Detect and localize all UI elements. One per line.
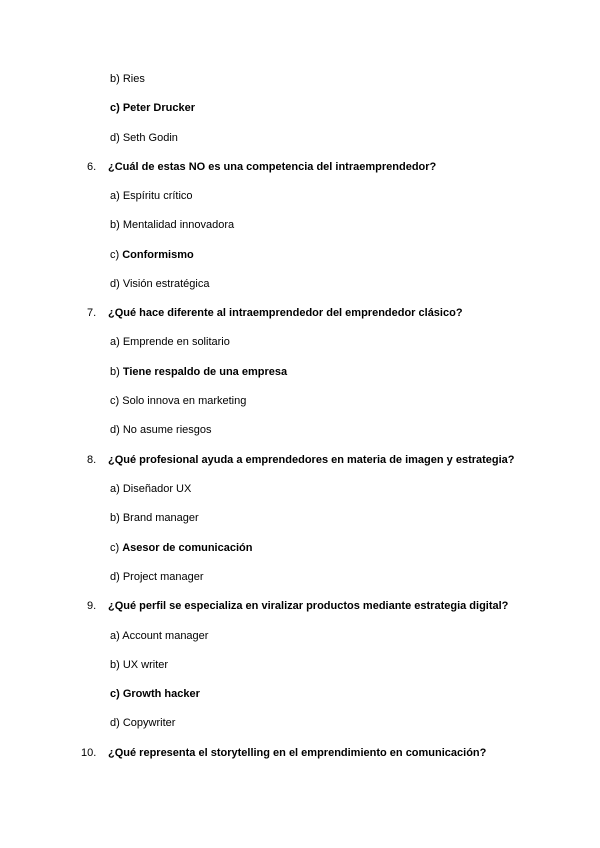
option-letter: c) — [110, 688, 120, 700]
question-text: ¿Qué profesional ayuda a emprendedores en materia de imagen y estrategia? — [108, 454, 515, 466]
option-letter: c) — [110, 395, 120, 407]
option-text: Brand manager — [122, 512, 199, 524]
option-letter: d) — [110, 571, 120, 583]
option-letter: c) — [110, 249, 120, 261]
option-text: Tiene respaldo de una empresa — [122, 366, 288, 378]
option-text: Project manager — [122, 571, 204, 583]
question-text: ¿Cuál de estas NO es una competencia del intraemprendedor? — [108, 161, 437, 173]
option-text: Emprende en solitario — [122, 336, 230, 348]
question-7 — [87, 306, 463, 320]
option-d — [110, 716, 175, 730]
option-letter: d) — [110, 132, 120, 144]
option-letter: a) — [110, 483, 120, 495]
option-text: Diseñador UX — [122, 483, 192, 495]
question-9 — [87, 599, 508, 613]
option-b — [110, 218, 234, 232]
option-a — [110, 335, 230, 349]
question-number: 6. — [87, 161, 97, 173]
option-d — [110, 277, 209, 291]
question-6 — [87, 160, 436, 174]
option-d — [110, 131, 178, 145]
question-text: ¿Qué perfil se especializa en viralizar productos mediante estrategia digital? — [108, 600, 509, 612]
option-c-correct — [110, 541, 252, 555]
option-text: Visión estratégica — [122, 278, 210, 290]
option-c-correct — [110, 248, 194, 262]
option-text: No asume riesgos — [122, 424, 212, 436]
option-text: Growth hacker — [122, 688, 200, 700]
option-text: Peter Drucker — [122, 102, 195, 114]
option-c-correct — [110, 101, 195, 115]
question-number: 9. — [87, 600, 97, 612]
option-letter: c) — [110, 542, 120, 554]
question-8 — [87, 453, 515, 467]
option-b — [110, 72, 145, 86]
option-text: Asesor de comunicación — [122, 542, 253, 554]
option-text: Espíritu crítico — [122, 190, 193, 202]
option-letter: b) — [110, 219, 120, 231]
question-number: 10. — [81, 747, 97, 759]
option-letter: a) — [110, 630, 120, 642]
option-text: Account manager — [122, 630, 209, 642]
option-b-correct — [110, 365, 287, 379]
option-text: Solo innova en marketing — [122, 395, 247, 407]
option-text: Ries — [122, 73, 145, 85]
question-number: 7. — [87, 307, 97, 319]
option-letter: b) — [110, 659, 120, 671]
option-letter: d) — [110, 424, 120, 436]
option-d — [110, 423, 212, 437]
option-letter: b) — [110, 366, 120, 378]
option-letter: a) — [110, 190, 120, 202]
option-text: Seth Godin — [122, 132, 178, 144]
option-a — [110, 189, 193, 203]
option-letter: c) — [110, 102, 120, 114]
option-d — [110, 570, 204, 584]
option-letter: b) — [110, 512, 120, 524]
option-text: UX writer — [122, 659, 169, 671]
question-10 — [81, 746, 486, 760]
option-text: Mentalidad innovadora — [122, 219, 235, 231]
option-b — [110, 658, 168, 672]
option-c-correct — [110, 687, 200, 701]
question-text: ¿Qué representa el storytelling en el emprendimiento en comunicación? — [108, 747, 487, 759]
option-letter: b) — [110, 73, 120, 85]
option-letter: d) — [110, 717, 120, 729]
question-text: ¿Qué hace diferente al intraemprendedor del emprendedor clásico? — [108, 307, 463, 319]
option-letter: a) — [110, 336, 120, 348]
option-a — [110, 629, 208, 643]
question-number: 8. — [87, 454, 97, 466]
option-a — [110, 482, 191, 496]
option-text: Copywriter — [122, 717, 176, 729]
option-c — [110, 394, 246, 408]
option-text: Conformismo — [122, 249, 194, 261]
option-b — [110, 511, 199, 525]
option-letter: d) — [110, 278, 120, 290]
